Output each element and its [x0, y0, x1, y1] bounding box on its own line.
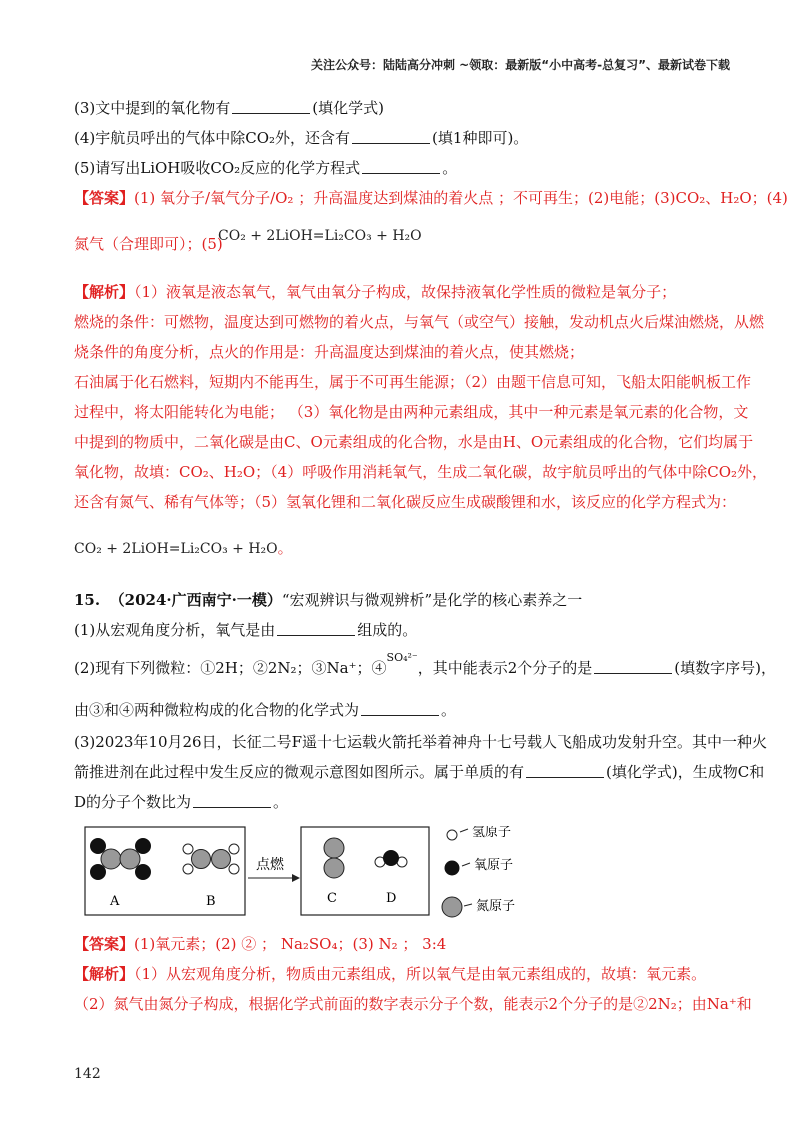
answer-blank [594, 659, 672, 674]
arrow-label: 点燃 [256, 857, 284, 873]
sulfate-ion: SO₄²⁻ [386, 651, 418, 664]
label-b: B [206, 894, 216, 909]
q15-part2: (2)现有下列微粒：①2H；②2N₂；③Na⁺；④$^{SO_4^{2-}}$，其中能表示2个分子的是 (填数字序号)， [74, 651, 776, 677]
q14-analysis-line: 【解析】（1）液氧是液态氧气，氧气由氧分子构成，故保持液氧化学性质的微粒是氧分子； [74, 283, 677, 301]
legend-nitrogen: 氮原子 [476, 899, 516, 914]
q14-part5: (5)请写出LiOH吸收CO₂反应的化学方程式 。 [74, 159, 458, 177]
q15-analysis-line: 【解析】（1）从宏观角度分析，物质由元素组成，所以氧气是由氧元素组成的，故填：氧元素。 [74, 965, 707, 983]
q14-analysis-line: 石油属于化石燃料，短期内不能再生，属于不可再生能源；（2）由题干信息可知，飞船太阳能帆板工作 [74, 373, 752, 391]
answer-blank [277, 621, 355, 636]
q14-part3: (3)文中提到的氧化物有 (填化学式) [74, 99, 384, 117]
q15-stem: 15. （2024·广西南宁·一模）“宏观辨识与微观辨析”是化学的核心素养之一 [74, 591, 583, 609]
q14-answer-line1: 【答案】(1) 氧分子/氧气分子/O₂ ；升高温度达到煤油的着火点 ；不可再生；(2)电能；(3)CO₂、H₂O；(4) [74, 189, 788, 207]
molecule-d [375, 851, 407, 868]
q14-analysis-line: 过程中，将太阳能转化为电能； （3）氧化物是由两种元素组成，其中一种元素是氧元素的化合物，文 [74, 403, 749, 421]
molecule-c [324, 838, 344, 878]
products-box [301, 827, 429, 915]
arrow-head [292, 874, 300, 882]
q14-analysis-line: 中提到的物质中，二氧化碳是由C、O元素组成的化合物，水是由H、O元素组成的化合物，它们均属于 [74, 433, 754, 451]
q14-analysis-line: 还含有氮气、稀有气体等；（5）氢氧化锂和二氧化碳反应生成碳酸锂和水，该反应的化学方程式为： [74, 493, 737, 511]
q14-answer-equation: CO₂ + 2LiOH=Li₂CO₃ + H₂O [218, 228, 422, 244]
legend [442, 826, 515, 917]
q14-analysis-line: 氧化物，故填：CO₂、H₂O；（4）呼吸作用消耗氧气，生成二氧化碳，故宇航员呼出的气体中除CO₂外， [74, 463, 768, 481]
q14-analysis-line: 烧条件的角度分析，点火的作用是：升高温度达到煤油的着火点，使其燃烧； [74, 343, 585, 361]
answer-blank [232, 99, 310, 114]
legend-oxygen: 氧原子 [474, 858, 514, 873]
molecule-b [183, 844, 239, 874]
answer-blank [352, 129, 430, 144]
q15-part1: (1)从宏观角度分析，氧气是由 组成的。 [74, 621, 418, 639]
q15-part3-line3: D的分子个数比为 。 [74, 793, 289, 811]
legend-hydrogen: 氢原子 [472, 826, 512, 840]
label-d: D [386, 891, 397, 906]
q14-part4: (4)宇航员呼出的气体中除CO₂外，还含有 (填1种即可)。 [74, 129, 529, 147]
q15-part3-line2: 箭推进剂在此过程中发生反应的微观示意图如图所示。属于单质的有 (填化学式)，生成物C和 [74, 763, 765, 781]
q15-analysis-line: （2）氮气由氮分子构成，根据化学式前面的数字表示分子个数，能表示2个分子的是②2N₂；由Na⁺和 [74, 995, 752, 1013]
q14-answer-line2: 氮气（合理即可）；(5) [74, 235, 223, 253]
answer-blank [526, 763, 604, 778]
q15-answer: 【答案】(1)氧元素；(2) ② ； Na₂SO₄；(3) N₂ ； 3:4 [74, 935, 447, 953]
page-header: 关注公众号：陆陆高分冲刺 ~领取：最新版“小中高考-总复习”、最新试卷下载 [311, 58, 730, 72]
reactants-box [85, 827, 245, 915]
reaction-diagram [84, 826, 564, 934]
page-number: 142 [74, 1066, 101, 1082]
label-a: A [110, 894, 120, 909]
molecule-a [91, 839, 151, 880]
q15-part2b: 由③和④两种微粒构成的化合物的化学式为 。 [74, 701, 457, 719]
q15-part3-line1: (3)2023年10月26日，长征二号F遥十七运载火箭托举着神舟十七号载人飞船成功发射升空。其中一种火 [74, 733, 768, 751]
q14-analysis-line: 燃烧的条件：可燃物，温度达到可燃物的着火点，与氧气（或空气）接触，发动机点火后煤油燃烧，从燃 [74, 313, 765, 331]
answer-blank [362, 159, 440, 174]
answer-blank [193, 793, 271, 808]
q14-analysis-equation: CO₂ + 2LiOH=Li₂CO₃ + H₂O。 [74, 539, 293, 557]
answer-blank [361, 701, 439, 716]
label-c: C [327, 891, 337, 906]
